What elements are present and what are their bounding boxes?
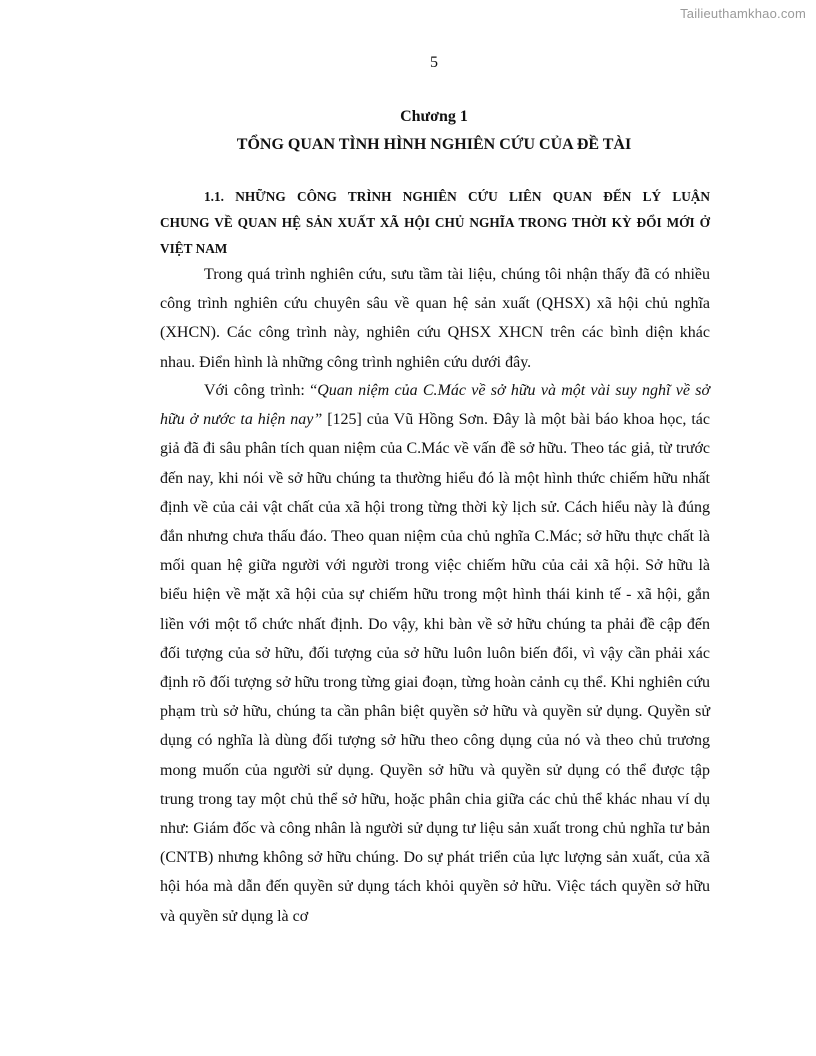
chapter-label: Chương 1 xyxy=(400,108,468,125)
page-number: 5 xyxy=(430,54,438,71)
paragraph-2-lead: Với công trình: “ xyxy=(204,382,318,399)
chapter-title: TỔNG QUAN TÌNH HÌNH NGHIÊN CỨU CỦA ĐỀ TÀI xyxy=(236,136,632,153)
watermark-text: Tailieuthamkhao.com xyxy=(680,6,806,21)
body-paragraph-2-container xyxy=(160,376,710,931)
section-heading-rest: CHUNG VỀ QUAN HỆ SẢN XUẤT XÃ HỘI CHỦ NGHĨA TRONG THỜI KỲ ĐỔI MỚI Ở VIỆT NAM xyxy=(160,215,710,256)
cited-work-title: Quan niệm của C.Mác về sở hữu và một vài suy nghĩ về sở hữu ở nước ta hiện nay” xyxy=(160,382,710,429)
paragraph-2-rest: [125] của Vũ Hồng Sơn. Đây là một bài báo khoa học, tác giả đã đi sâu phân tích quan niệm của C.Mác về vấn đề sở hữu. Theo tác giả, từ trước đến nay, khi nói về sở hữu chúng ta thường hiểu đó là một hình thức chiếm hữu nhất định về của cải vật chất của xã hội trong từng thời kỳ lịch sử. Cách hiểu này là đúng đắn nhưng chưa thấu đáo. Theo quan niệm của chủ nghĩa C.Mác; sở hữu thực chất là mối quan hệ giữa người với người trong việc chiếm hữu của cải xã hội. Sở hữu là biểu hiện về mặt xã hội của sự chiếm hữu trong một hình thái kinh tế - xã hội, gắn liền với một tổ chức nhất định. Do vậy, khi bàn về sở hữu chúng ta phải đề cập đến đối tượng của sở hữu, đối tượng của sở hữu luôn luôn biến đổi, vì vậy cần phải xác định rõ đối tượng sở hữu trong từng giai đoạn, từng hoàn cảnh cụ thể. Khi nghiên cứu phạm trù sở hữu, chúng ta cần phân biệt quyền sở hữu và quyền sử dụng. Quyền sử dụng có nghĩa là dùng đối tượng sở hữu theo công dụng của nó và theo chủ trương mong muốn của người sử dụng. Quyền sở hữu và quyền sử dụng có thể được tập trung trong tay một chủ thể sở hữu, hoặc phân chia giữa các chủ thể khác nhau ví dụ như: Giám đốc và công nhân là người sử dụng tư liệu sản xuất trong chủ nghĩa tư bản (CNTB) nhưng không sở hữu chúng. Do sự phát triển của lực lượng sản xuất, của xã hội hóa mà dẫn đến quyền sử dụng tách khỏi quyền sở hữu. Việc tách quyền sở hữu và quyền sử dụng là cơ xyxy=(160,411,710,925)
body-paragraph-1-container xyxy=(160,260,710,377)
body-paragraph-1: Trong quá trình nghiên cứu, sưu tầm tài liệu, chúng tôi nhận thấy đã có nhiều công trình nghiên cứu chuyên sâu về quan hệ sản xuất (QHSX) xã hội chủ nghĩa (XHCN). Các công trình này, nghiên cứu QHSX XHCN trên các bình diện khác nhau. Điển hình là những công trình nghiên cứu dưới đây. xyxy=(160,266,710,371)
section-heading xyxy=(160,184,710,262)
body-paragraph-2 xyxy=(160,376,710,931)
section-heading-line-1: 1.1. NHỮNG CÔNG TRÌNH NGHIÊN CỨU LIÊN QUAN ĐẾN LÝ LUẬN xyxy=(204,189,710,204)
